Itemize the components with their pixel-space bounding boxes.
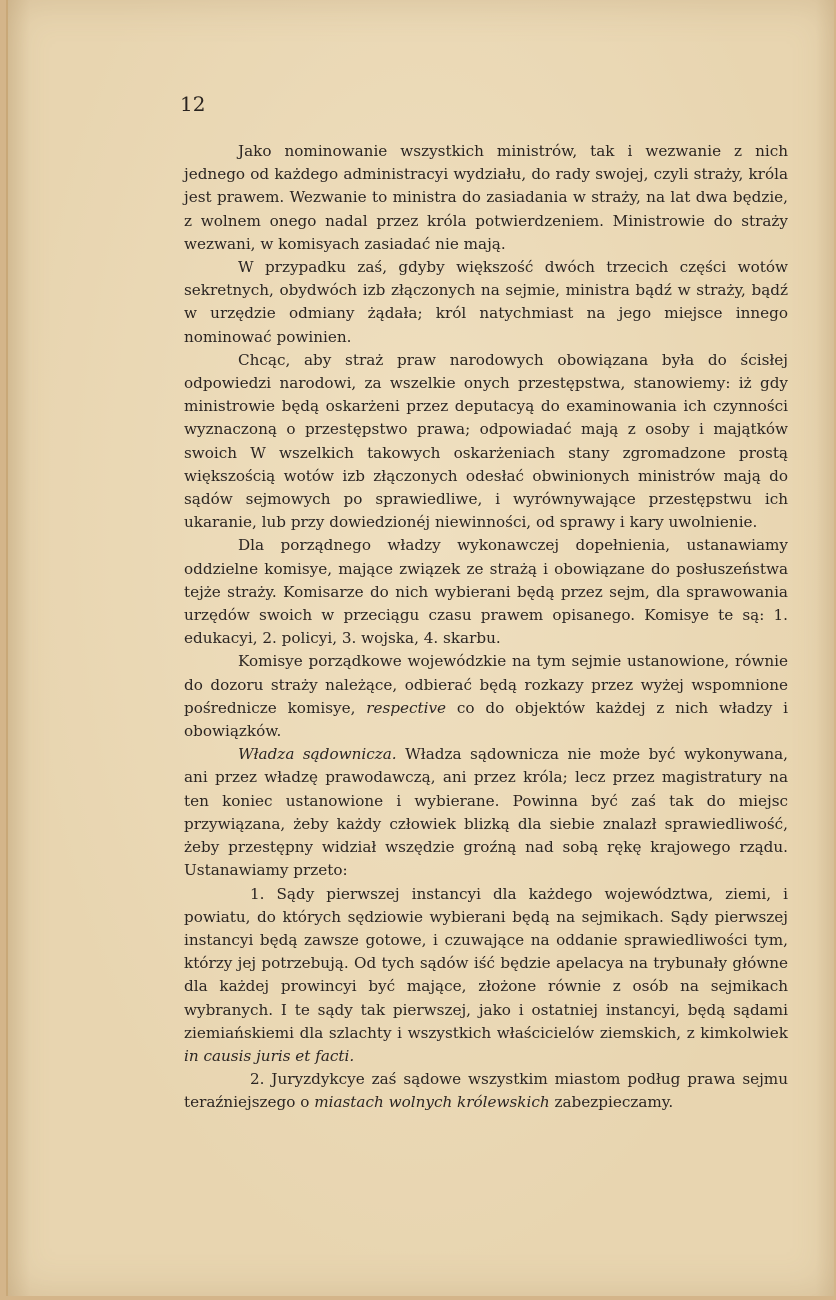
paragraph-provincial-commissions xyxy=(184,650,788,743)
paragraph-text: Jako nominowanie wszystkich ministrów, tak i wezwanie z nich jednego od każdego administracyi wydziału, do rady swojej, czyli straży, króla jest prawem. Wezwanie to ministra do zasiadania w straży, na lat dwa będzie, z wolnem onego nadal przez króla potwierdzeniem. Ministrowie do straży wezwani, w komisyach zasiadać nie mają. xyxy=(184,142,788,253)
paragraph-ministers-nomination xyxy=(184,140,788,256)
paragraph-majority-vote xyxy=(184,256,788,349)
paragraph-text: co do objektów każdej z nich władzy i obowiązków. xyxy=(184,698,788,741)
section-heading-italic: Władza sądownicza. xyxy=(238,745,397,764)
paragraph-point-2 xyxy=(184,1068,788,1114)
paragraph-text: 2. Juryzdykcye zaś sądowe wszystkim miastom podług prawa sejmu teraźniejszego o xyxy=(184,1070,788,1112)
page-number: 12 xyxy=(180,92,206,116)
scanned-page xyxy=(6,0,834,1296)
paragraph-text: Chcąc, aby straż praw narodowych obowiązana była do ścisłej odpowiedzi narodowi, za wszelkie onych przestępstwa, stanowiemy: iż gdy ministrowie będą oskarżeni przez deputacyą do examinowania ich czynności wyznaczoną o przestępstwo prawa; odpowiadać mają z osoby i majątków swoich W wszelkich takowych oskarżeniach stany zgromadzone prostą większością wotów izb złączonych odesłać obwinionych ministrów mają do sądów sejmowych po sprawiedliwe, i wyrównywające przestępstwu ich ukaranie, lub przy dowiedzionéj niewinności, od sprawy i kary uwolnienie. xyxy=(184,350,788,532)
paragraph-text: 1. Sądy pierwszej instancyi dla każdego województwa, ziemi, i powiatu, do których sędziowie wybierani będą na sejmikach. Sądy pierwszej instancyi będą zawsze gotowe, i czuwające na oddanie sprawiedliwości tym, którzy jej potrzebują. Od tych sądów iść będzie apelacya na trybunały główne dla każdej prowincyi być mające, złożone równie z osób na sejmikach wybranych. I te sądy tak pierwszej, jako i ostatniej instancyi, będą sądami ziemiańskiemi dla szlachty i wszystkich właścicielów ziemskich, z kimkolwiek xyxy=(184,884,788,1042)
paragraph-text: Władza sądownicza nie może być wykonywana, ani przez władzę prawodawczą, ani przez króla; lecz przez magistratury na ten koniec ustanowione i wybierane. Powinna być zaś tak do miejsc przywiązana, żeby każdy człowiek blizką dla siebie znalazł sprawiedliwość, żeby przestępny widział wszędzie groźną nad sobą rękę krajowego rządu. Ustanawiamy przeto: xyxy=(184,745,788,880)
italic-term: miastach wolnych królewskich xyxy=(314,1093,550,1112)
paragraph-commissions xyxy=(184,534,788,650)
paragraph-text: W przypadku zaś, gdyby większość dwóch trzecich części wotów sekretnych, obydwóch izb złączonych na sejmie, ministra bądź w straży, bądź w urzędzie odmiany żądała; król natychmiast na jego miejsce innego nominować powinien. xyxy=(184,258,788,346)
paragraph-text: Dla porządnego władzy wykonawczej dopełnienia, ustanawiamy oddzielne komisye, mające związek ze strażą i obowiązane do posłuszeństwa tejże straży. Komisarze do nich wybierani będą przez sejm, dla sprawowania urzędów swoich w przeciągu czasu prawem opisanego. Komisye te są: 1. edukacyi, 2. policyi, 3. wojska, 4. skarbu. xyxy=(184,536,788,648)
paragraph-point-1 xyxy=(184,883,788,1069)
italic-term: in causis juris et facti. xyxy=(184,1046,355,1065)
document-body xyxy=(184,140,788,1115)
paragraph-text: zabezpieczamy. xyxy=(549,1093,674,1112)
paragraph-text: Komisye porządkowe wojewódzkie na tym sejmie ustanowione, równie do dozoru straży należące, odbierać będą rozkazy przez wyżej wspomnione pośrednicze komisye, xyxy=(184,652,788,717)
italic-term: respective xyxy=(366,698,447,717)
paragraph-accountability xyxy=(184,349,788,535)
paragraph-judicial-power xyxy=(184,743,788,882)
